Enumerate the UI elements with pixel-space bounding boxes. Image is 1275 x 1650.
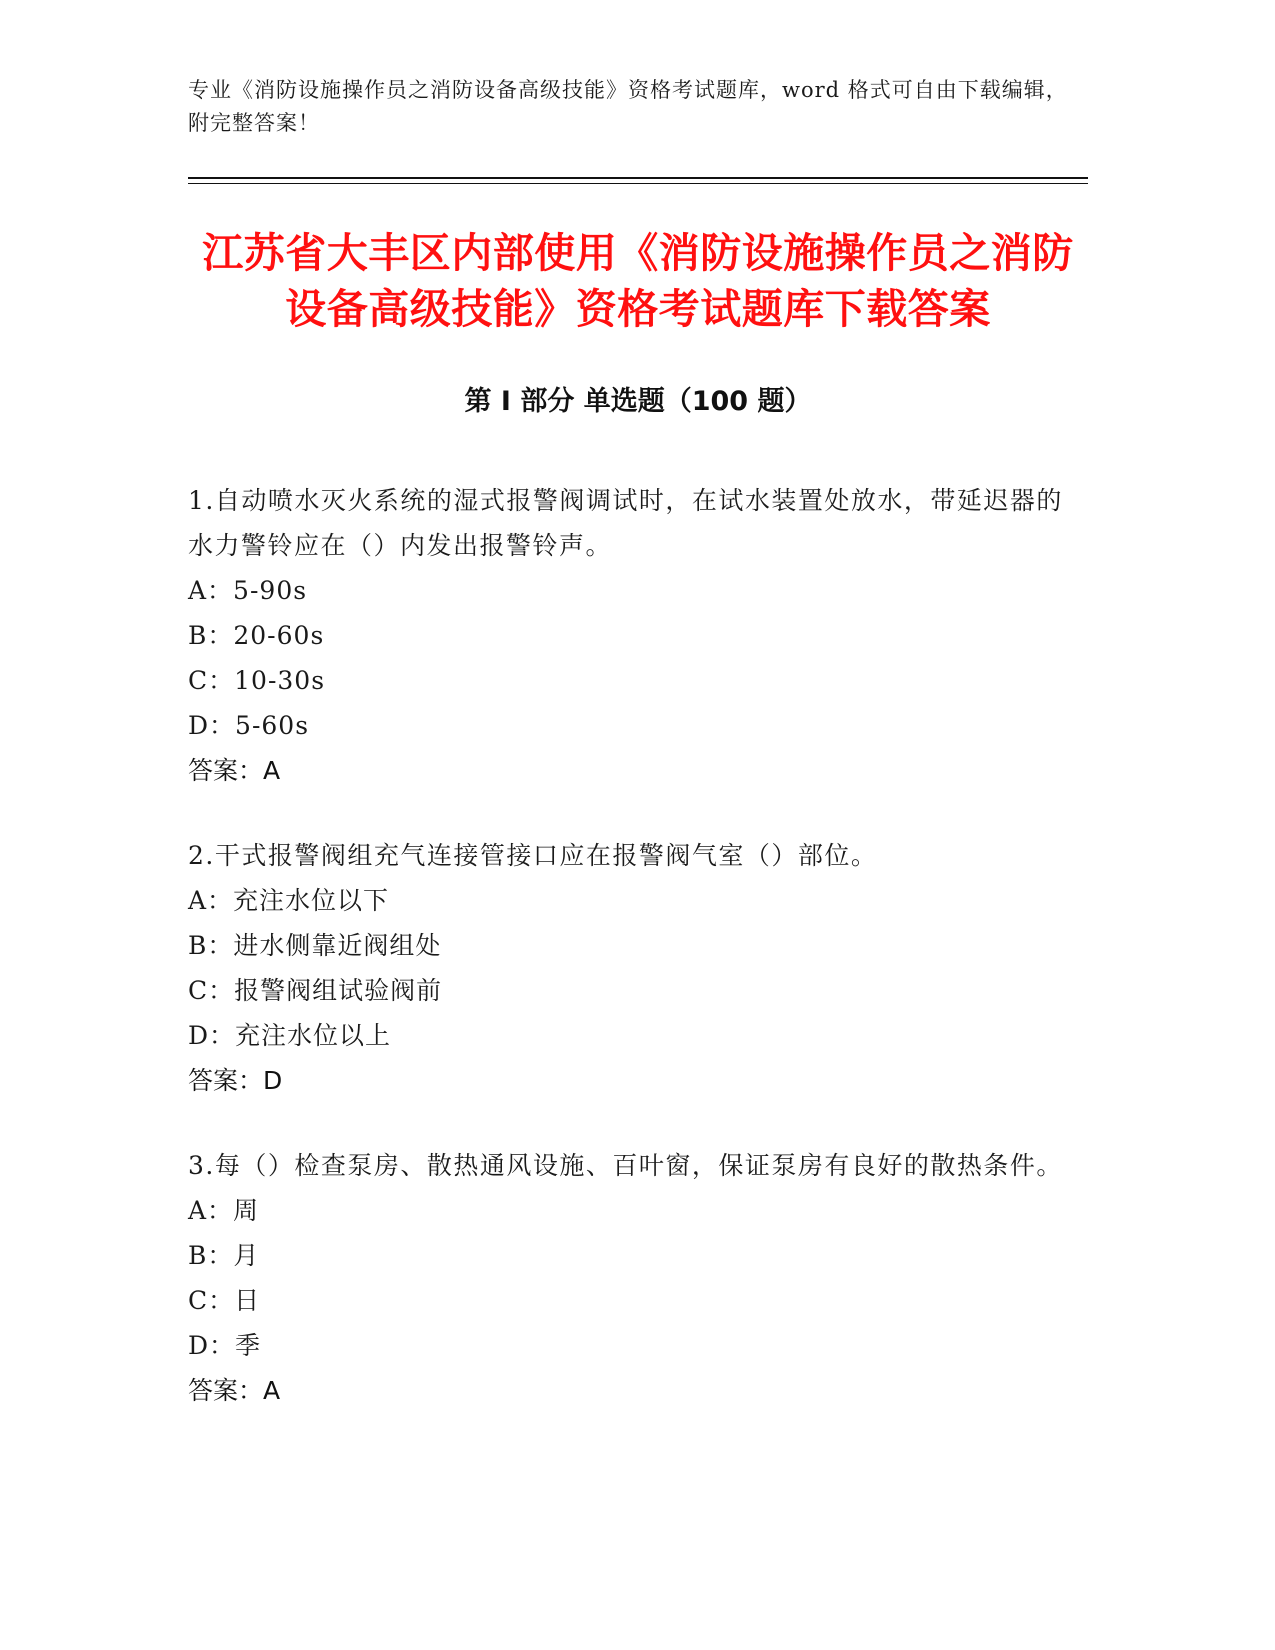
- question-stem: 3.每（）检查泵房、散热通风设施、百叶窗，保证泵房有良好的散热条件。: [188, 1151, 1063, 1180]
- option-c: C：报警阀组试验阀前: [188, 976, 443, 1005]
- header-note: 专业《消防设施操作员之消防设备高级技能》资格考试题库，word 格式可自由下载编辑，附完整答案！: [188, 78, 1068, 135]
- answer: 答案：A: [188, 1376, 281, 1405]
- option-a: A：充注水位以下: [188, 886, 390, 915]
- option-c: C：日: [188, 1286, 261, 1315]
- answer: 答案：D: [188, 1066, 283, 1095]
- option-d: D：5-60s: [188, 711, 310, 740]
- question-list: [188, 478, 1068, 1453]
- question-stem: 2.干式报警阀组充气连接管接口应在报警阀气室（）部位。: [188, 841, 878, 870]
- option-a: A：5-90s: [188, 576, 308, 605]
- option-d: D：充注水位以上: [188, 1021, 392, 1050]
- option-d: D：季: [188, 1331, 262, 1360]
- option-b: B：月: [188, 1241, 260, 1270]
- question-3: [188, 1143, 1068, 1413]
- section-title: 第 I 部分 单选题（100 题）: [464, 386, 812, 417]
- document-title: 江苏省大丰区内部使用《消防设施操作员之消防设备高级技能》资格考试题库下载答案: [202, 229, 1074, 333]
- header-divider-thick: [188, 177, 1088, 179]
- option-b: B：20-60s: [188, 621, 325, 650]
- question-1: [188, 478, 1068, 793]
- header-divider-thin: [188, 183, 1088, 184]
- option-b: B：进水侧靠近阀组处: [188, 931, 442, 960]
- answer: 答案：A: [188, 756, 281, 785]
- question-stem: 1.自动喷水灭火系统的湿式报警阀调试时，在试水装置处放水，带延迟器的水力警铃应在（）内发出报警铃声。: [188, 486, 1063, 560]
- question-2: [188, 833, 1068, 1103]
- option-a: A：周: [188, 1196, 260, 1225]
- option-c: C：10-30s: [188, 666, 326, 695]
